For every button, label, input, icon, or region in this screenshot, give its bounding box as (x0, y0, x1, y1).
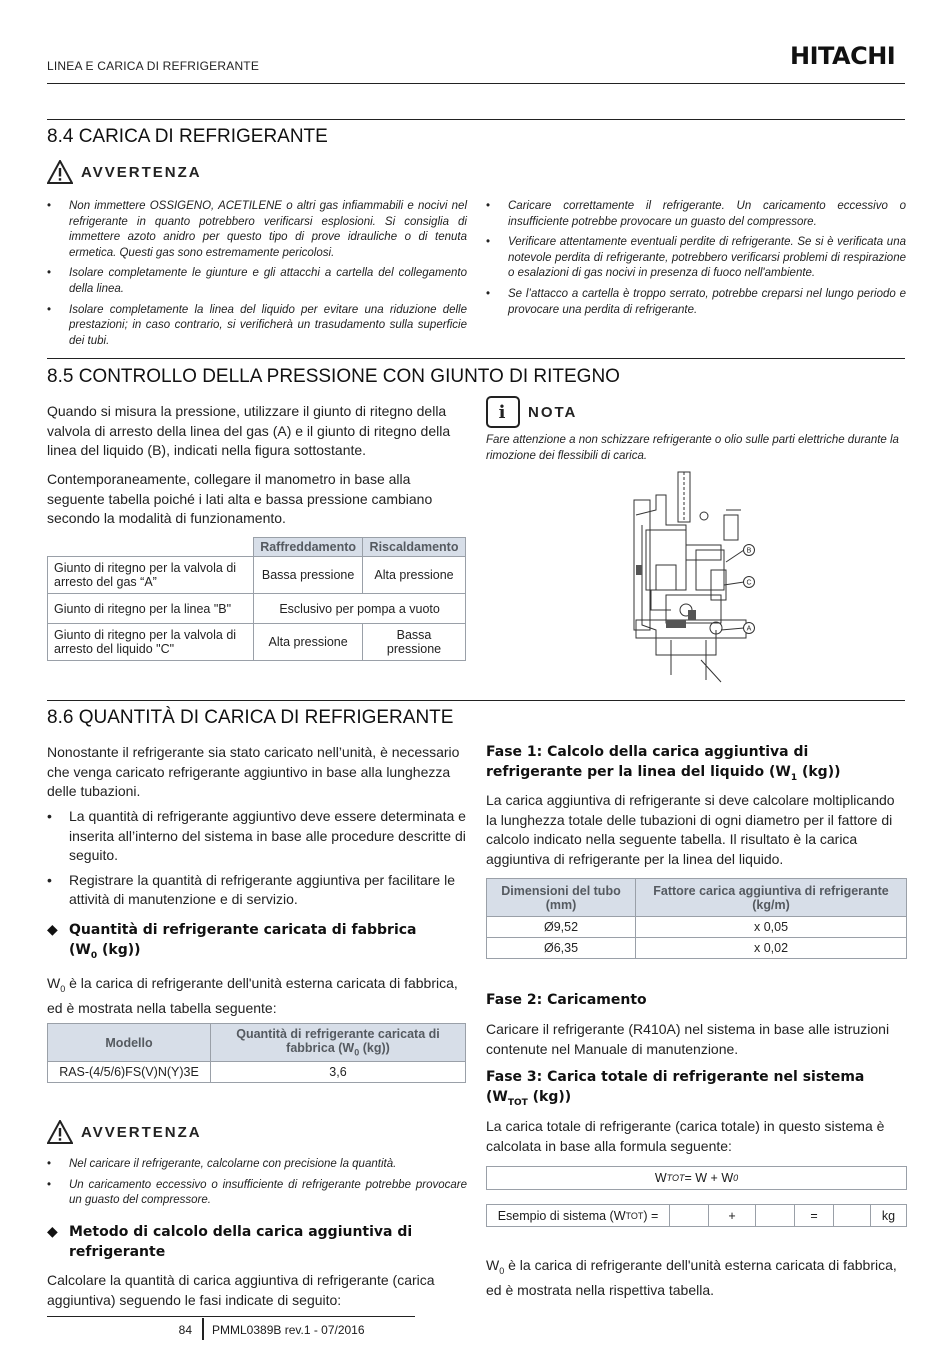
method-heading: ◆ Metodo di calcolo della carica aggiuntiva di refrigerante (47, 1223, 469, 1262)
fase2-heading: Fase 2: Caricamento (486, 992, 647, 1008)
warning-label: AVVERTENZA (81, 163, 202, 181)
valve-assembly-figure (626, 470, 766, 685)
example-input-1[interactable] (670, 1204, 709, 1227)
check-valve-table (47, 537, 466, 661)
fase1-heading: Fase 1: Calcolo della carica aggiuntiva di refrigerante per la linea del liquido ($W_1$ (kg)) (486, 744, 841, 783)
warning-label: AVVERTENZA (81, 1123, 202, 1141)
s86-intro: Nonostante il refrigerante sia stato caricato nell’unità, è necessario che venga caricato refrigerante aggiuntivo in base alla lunghezza delle tubazioni. (47, 744, 460, 799)
figure-label-c: C (746, 579, 752, 587)
warning-triangle-icon (47, 1120, 73, 1144)
page-number: 84 (178, 1323, 192, 1337)
table-row: Ø9,52 x 0,05 (487, 917, 907, 938)
table-row: Giunto di ritegno per la valvola di arresto del liquido "C" Alta pressione Bassa pressione (48, 624, 466, 661)
example-result[interactable] (834, 1204, 871, 1227)
list-item: • La quantità di refrigerante aggiuntivo deve essere determinata e inserita all’interno del sistema in base alle procedure descritte di seguito. (47, 807, 467, 866)
section-84-rule (47, 119, 905, 120)
fase2-text: Caricare il refrigerante (R410A) nel sistema in base alle istruzioni contenute nel Manuale di manutenzione. (486, 1021, 890, 1057)
table-row: Giunto di ritegno per la valvola di arresto del gas “A” Bassa pressione Alta pressione (48, 557, 466, 594)
list-item: • Nel caricare il refrigerante, calcolarne con precisione la quantità. (47, 1157, 467, 1173)
list-item: • Isolare completamente la linea del liquido per evitare una riduzione delle prestazioni; in caso contrario, si verificherà un trasudamento sulla superficie dei tubi. (47, 303, 467, 350)
table-row: Ø6,35 x 0,02 (487, 938, 907, 959)
list-item: • Isolare completamente le giunture e gli attacchi a cartella del collegamento della linea. (47, 266, 467, 297)
section-86-title: 8.6 QUANTITÀ DI CARICA DI REFRIGERANTE (47, 707, 454, 728)
footer-separator (202, 1318, 204, 1340)
s85-paragraph-2: Contemporaneamente, collegare il manometro in base alla seguente tabella poiché i lati alta e bassa pressione cambiano secondo la modalità di funzionamento. (47, 471, 433, 526)
s86-bullets (47, 807, 467, 915)
section-85-title: 8.5 CONTROLLO DELLA PRESSIONE CON GIUNTO DI RITEGNO (47, 366, 620, 387)
warning-list-86 (47, 1157, 467, 1214)
equals-sign: = (795, 1204, 834, 1227)
section-86-rule (47, 700, 905, 701)
figure-label-a: A (746, 625, 752, 633)
warning-list-right (486, 199, 906, 323)
pipe-factor-table (486, 878, 907, 959)
list-item: • Non immettere OSSIGENO, ACETILENE o altri gas infiammabili e nocivi nel refrigerante in quanto potrebbero verificarsi esplosioni. Si consiglia di immettere azoto anidro per questo tipo di prove idrauliche o di tenuta ermetica. Questi gas sono estremamente pericolosi. (47, 199, 467, 261)
example-label: Esempio di sistema (W TOT ) = (486, 1204, 670, 1227)
header-rule (47, 83, 905, 84)
list-item: • Un caricamento eccessivo o insufficiente di refrigerante potrebbe provocare un guasto del compressore. (47, 1178, 467, 1209)
example-row (486, 1204, 907, 1227)
plus-sign: + (709, 1204, 756, 1227)
s85-paragraph-1: Quando si misura la pressione, utilizzare il giunto di ritegno della valvola di arresto della linea del gas (A) e il giunto di ritegno della linea del liquido (B), indicati nella figura sottostante. (47, 403, 451, 458)
list-item: • Se l’attacco a cartella è troppo serrato, potrebbe creparsi nel lungo periodo e provocare una perdita di refrigerante. (486, 287, 906, 318)
header-factor: Fattore carica aggiuntiva di refrigerante (kg/m) (636, 879, 907, 917)
example-input-2[interactable] (756, 1204, 795, 1227)
section-84-title: 8.4 CARICA DI REFRIGERANTE (47, 126, 328, 147)
method-text: Calcolare la quantità di carica aggiuntiva di refrigerante (carica aggiuntiva) seguendo le fasi indicate di seguito: (47, 1272, 435, 1308)
footer-rule (47, 1316, 415, 1317)
warning-header-86 (47, 1120, 202, 1144)
header-cooling: Raffreddamento (254, 538, 363, 557)
table-row: RAS-(4/5/6)FS(V)N(Y)3E 3,6 (48, 1062, 466, 1083)
header-quantity: Quantità di refrigerante caricata di fabbrica ($W_0$ (kg)) (211, 1024, 466, 1062)
header-pipe-size: Dimensioni del tubo (mm) (487, 879, 636, 917)
document-code: PMML0389B rev.1 - 07/2016 (212, 1323, 365, 1337)
note-header (486, 396, 577, 428)
w0-description: $W_0$ è la carica di refrigerante dell'unità esterna caricata di fabbrica, ed è mostrata nella tabella seguente: (47, 975, 458, 1017)
fase1-text: La carica aggiuntiva di refrigerante si deve calcolare moltiplicando la lunghezza totale delle tubazioni di ogni diametro per il fattore di calcolo indicato nella seguente tabella. Il risultato è la carica aggiuntiva di refrigerante per la linea del liquido. (486, 792, 895, 867)
list-item: • Registrare la quantità di refrigerante aggiuntiva per facilitare le attività di manutenzione e di servizio. (47, 871, 467, 910)
section-85-rule (47, 358, 905, 359)
header-model: Modello (48, 1024, 211, 1062)
final-note: $W_0$ è la carica di refrigerante dell'unità esterna caricata di fabbrica, ed è mostrata nella rispettiva tabella. (486, 1257, 897, 1299)
note-text: Fare attenzione a non schizzare refrigerante o olio sulle parti elettriche durante la rimozione dei flessibili di carica. (486, 434, 899, 462)
list-item: • Verificare attentamente eventuali perdite di refrigerante. Se si è verificata una notevole perdita di refrigerante, potrebbero verificarsi problemi di respirazione o esalazioni di gas nocivi in presenza di fuoco nell'ambiente. (486, 235, 906, 282)
warning-header-84 (47, 160, 202, 184)
model-charge-table (47, 1023, 466, 1083)
note-label: NOTA (528, 403, 578, 421)
warning-list-left (47, 199, 467, 354)
header-heating: Riscaldamento (363, 538, 466, 557)
fase3-heading: Fase 3: Carica totale di refrigerante nel sistema ($W_{TOT}$ (kg)) (486, 1069, 865, 1108)
fase3-text: La carica totale di refrigerante (carica totale) in questo sistema è calcolata in base alla formula seguente: (486, 1118, 885, 1154)
hitachi-logo: HITACHI (790, 42, 896, 70)
warning-triangle-icon (47, 160, 73, 184)
unit-kg: kg (871, 1204, 907, 1227)
header-section-title: LINEA E CARICA DI REFRIGERANTE (47, 59, 260, 73)
total-formula: W TOT = W + W 0 (486, 1166, 907, 1190)
list-item: • Caricare correttamente il refrigerante. Un caricamento eccessivo o insufficiente potrebbe provocare un guasto del compressore. (486, 199, 906, 230)
factory-charge-heading: ◆ Quantità di refrigerante caricata di fabbrica ($W_0$ (kg)) (47, 921, 489, 966)
table-row: Giunto di ritegno per la linea "B" Esclusivo per pompa a vuoto (48, 594, 466, 624)
figure-label-b: B (746, 547, 752, 555)
info-icon: i (486, 396, 520, 428)
